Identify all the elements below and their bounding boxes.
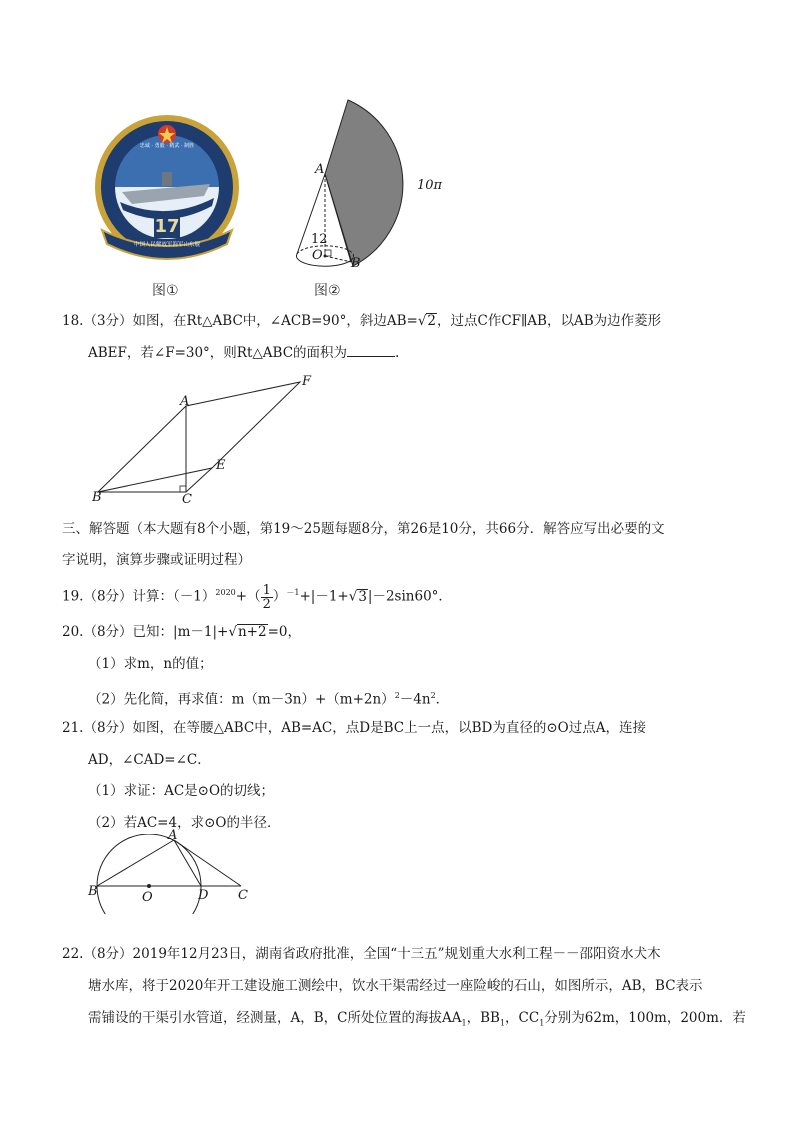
section3-line2: 字说明，演算步骤或证明过程） xyxy=(62,552,251,568)
q18-answer-blank xyxy=(347,342,395,357)
q19-exp2: －1 xyxy=(286,588,300,597)
circle-label-o: O xyxy=(142,890,153,905)
circle-label-d: D xyxy=(198,888,209,903)
rhombus-diagram xyxy=(88,372,328,508)
q22-line3-d: 分别为62m，100m，200m．若 xyxy=(544,1010,746,1026)
q20-part2-exp: 2 xyxy=(394,691,400,700)
q18-line1-rest: ，过点C作CF∥AB，以AB为边作菱形 xyxy=(437,313,662,329)
circle-diagram xyxy=(86,834,256,914)
emblem-number: 17 xyxy=(154,216,180,237)
q21-part1: （1）求证：AC是⊙O的切线； xyxy=(88,783,275,799)
cone-height-label: 12 xyxy=(311,232,328,247)
q19-text-a: 19.（8分）计算：（－1） xyxy=(62,588,216,605)
q22-line1: 22.（8分）2019年12月23日，湖南省政府批准，全国“十三五”规划重大水利工程－－邵阳资水犬木 xyxy=(62,946,661,962)
q18-sqrt-sign: √ xyxy=(417,313,427,329)
emblem-bottom-banner: 中国人民解放军海军山东舰 xyxy=(133,242,200,248)
rhombus-label-b: B xyxy=(92,490,102,505)
rhombus-label-e: E xyxy=(216,458,226,473)
circle-label-b: B xyxy=(88,884,98,899)
circle-figure xyxy=(86,828,256,914)
q20-sqrt-sign: √ xyxy=(228,624,237,640)
q20-sqrt-value: n+2 xyxy=(237,624,267,640)
section3-line1: 三、解答题（本大题有8个小题，第19～25题每题8分，第26是10分，共66分．解答应写出必要的文 xyxy=(62,521,665,537)
emblem-top-banner: 忠诚 · 勇毅 · 精武 · 制胜 xyxy=(139,143,195,149)
q22-line2: 塘水库，将于2020年开工建设施工测绘中，饮水干渠需经过一座险峻的石山，如图所示，AB，BC表示 xyxy=(88,978,703,994)
cone-apex-label: A xyxy=(315,162,325,177)
circle-label-c: C xyxy=(238,888,248,903)
circle-label-a: A xyxy=(168,828,178,843)
q22-sub2: 1 xyxy=(499,1018,506,1028)
rhombus-label-c: C xyxy=(182,492,192,507)
q20-part2-a: （2）先化简，再求值：m（m－3n）+（m+2n） xyxy=(88,691,395,708)
figure1-caption: 图① xyxy=(152,283,179,299)
q19-text-d: +|－1+ xyxy=(299,588,349,605)
q20-text-a: 20.（8分）已知：|m－1|+ xyxy=(62,624,229,640)
rhombus-label-a: A xyxy=(180,394,190,409)
q19-text-e: |－2sin60°． xyxy=(367,588,452,605)
q20-part2-b: －4n xyxy=(399,691,431,708)
q18-line2 xyxy=(88,342,399,363)
cone-figure xyxy=(285,96,443,276)
q20-text-b: =0， xyxy=(267,624,301,640)
cone-b-label: B xyxy=(351,256,361,271)
rhombus-figure xyxy=(88,372,328,508)
q20-part2 xyxy=(88,686,449,710)
q18-line1 xyxy=(62,311,661,331)
q21-part2: （2）若AC=4，求⊙O的半径． xyxy=(88,815,281,831)
q19-frac-den: 2 xyxy=(262,596,271,612)
q19-text-b: +（ xyxy=(235,588,261,605)
q20-part1: （1）求m，n的值； xyxy=(88,656,213,672)
rhombus-label-f: F xyxy=(302,374,312,389)
q22-line3-c: ，CC xyxy=(505,1010,540,1026)
q19-line xyxy=(62,583,452,611)
q19-frac-num: 1 xyxy=(262,582,271,598)
q22-line3 xyxy=(88,1008,746,1034)
q22-sub3: 1 xyxy=(539,1018,545,1028)
cone-arc-label: 10π xyxy=(417,178,443,193)
q18-line2-text: ABEF，若∠F=30°，则Rt△ABC的面积为 xyxy=(88,345,348,361)
q21-line2: AD，∠CAD=∠C． xyxy=(88,752,211,768)
q20-line1 xyxy=(62,622,301,642)
cone-diagram xyxy=(285,96,425,276)
q22-line3-b: ，BB xyxy=(466,1010,500,1026)
q20-part2-c: ． xyxy=(435,691,450,708)
q19-fraction xyxy=(261,584,273,611)
q19-exp1: 2020 xyxy=(215,588,236,597)
q20-part2-exp2: 2 xyxy=(430,691,436,700)
figure2-caption: 图② xyxy=(314,283,341,299)
q19-text-c: ） xyxy=(272,588,287,605)
q21-line1: 21.（8分）如图，在等腰△ABC中，AB=AC，点D是BC上一点，以BD为直径的⊙O过点A，连接 xyxy=(62,720,646,736)
q18-line2-end: . xyxy=(395,345,400,361)
cone-center-label: O xyxy=(312,248,323,263)
q18-sqrt-value: 2 xyxy=(427,313,437,329)
q18-line1-text: 18.（3分）如图，在Rt△ABC中，∠ACB=90°，斜边AB= xyxy=(62,313,418,329)
q19-sqrt-value: 3 xyxy=(358,588,367,605)
emblem-figure xyxy=(92,112,242,272)
q19-sqrt-sign: √ xyxy=(348,588,358,605)
emblem-image xyxy=(92,112,242,272)
q22-sub1: 1 xyxy=(461,1018,467,1028)
q22-line3-a: 需铺设的干渠引水管道，经测量，A，B，C所处位置的海拔AA xyxy=(88,1010,462,1026)
